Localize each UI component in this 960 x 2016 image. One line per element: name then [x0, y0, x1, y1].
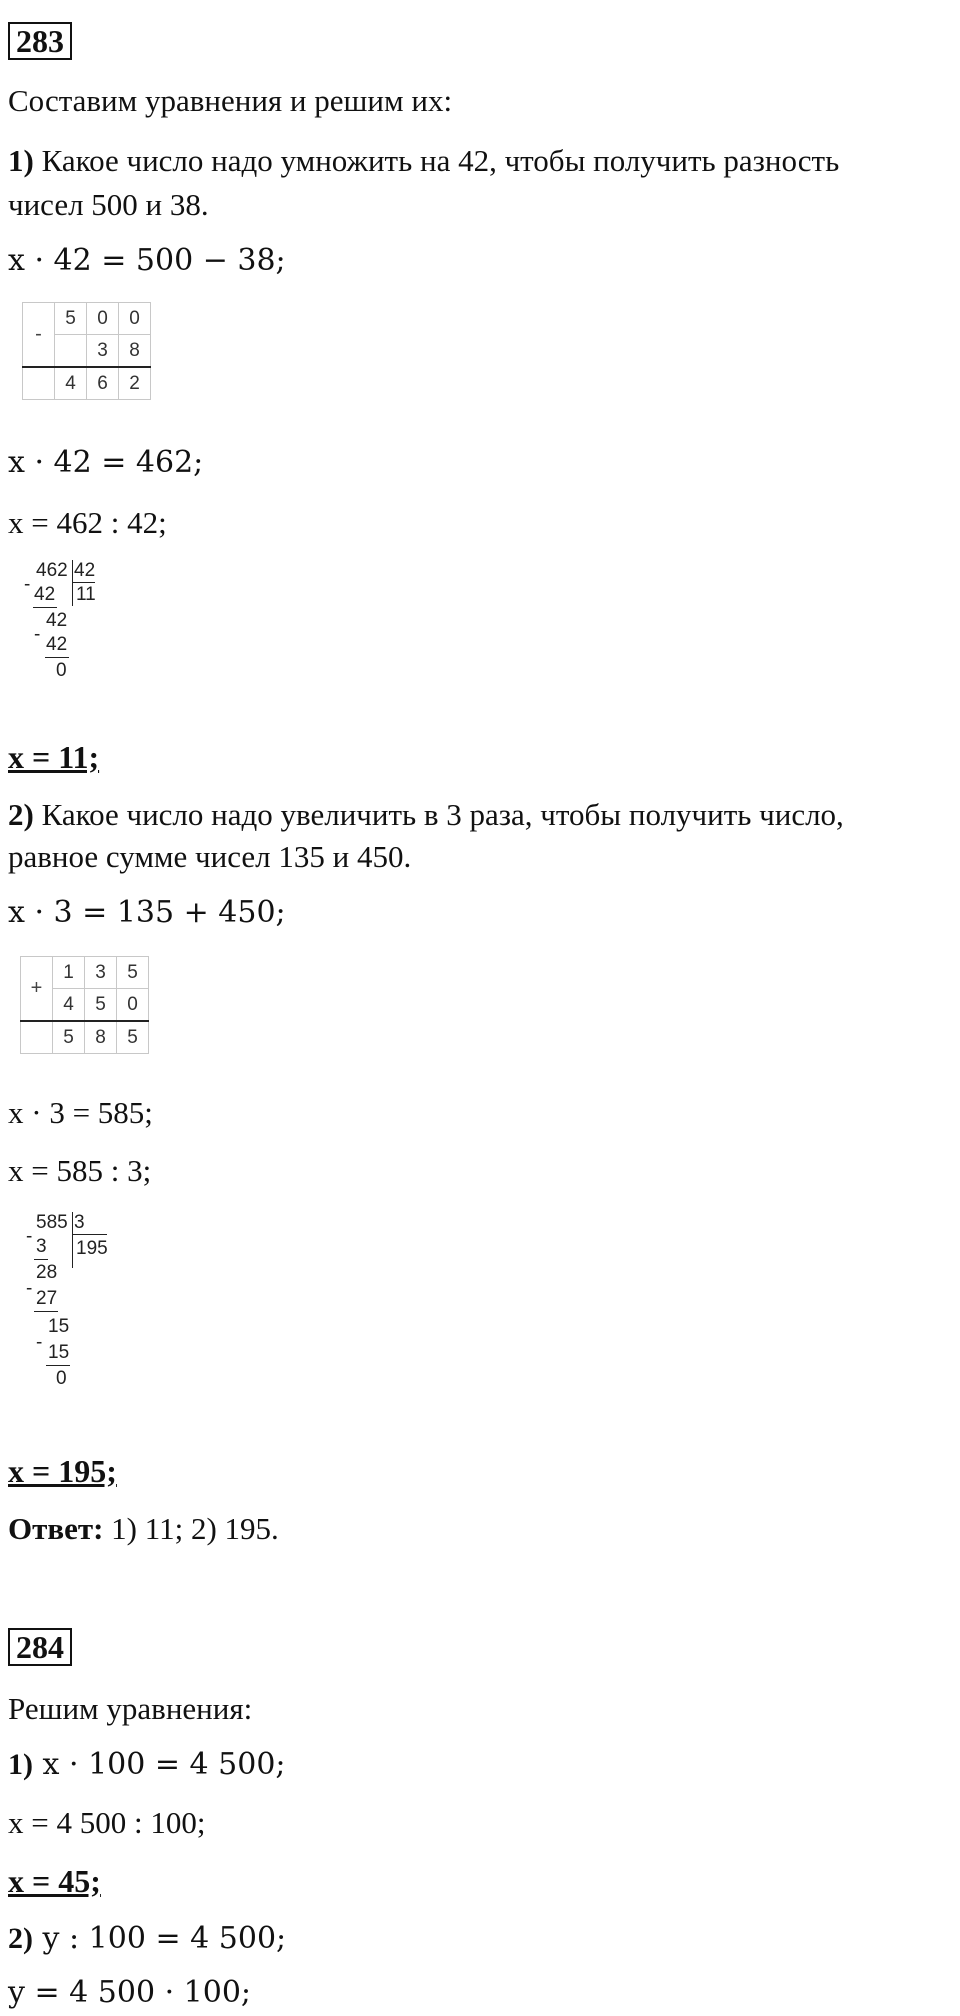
remainder-step: 15 [48, 1316, 70, 1337]
sub-result-digit: 4 [55, 367, 87, 400]
minus-sign: - [36, 1332, 43, 1353]
task-1-equation-2: x · 42 = 462; [8, 445, 204, 480]
plus-sign: + [21, 957, 53, 1022]
sub-result-digit: 2 [119, 367, 151, 400]
add-result-digit: 8 [85, 1021, 117, 1054]
subtrahend: 27 [36, 1288, 58, 1309]
add-digit: 3 [85, 957, 117, 989]
remainder-step: 42 [46, 610, 68, 631]
task-2-equation: x · 3 = 135 + 450; [8, 895, 286, 930]
add-result-digit: 5 [53, 1021, 85, 1054]
subtrahend: 42 [46, 634, 68, 655]
add-result-digit: 5 [117, 1021, 149, 1054]
final-answer [8, 1510, 279, 1548]
problem-number-284: 284 [8, 1628, 72, 1666]
minus-sign: - [23, 303, 55, 368]
problem-284-task-2-step: y = 4 500 · 100; [8, 1975, 252, 2010]
sub-result-digit: 6 [87, 367, 119, 400]
minus-sign: - [24, 574, 31, 595]
problem-number-283: 283 [8, 22, 72, 60]
dividend: 462 [36, 560, 68, 581]
task-2-question-text: Какое число надо увеличить в 3 раза, чтобы получить число, [41, 797, 844, 832]
minus-sign: - [26, 1226, 33, 1247]
sub-digit: 0 [87, 303, 119, 335]
long-division-585-by-3 [22, 1212, 142, 1416]
add-digit: 1 [53, 957, 85, 989]
add-empty-cell [21, 1021, 53, 1054]
column-subtraction [22, 302, 151, 400]
dividend: 585 [36, 1212, 68, 1233]
final-remainder: 0 [56, 660, 67, 681]
sub-digit: 5 [55, 303, 87, 335]
quotient: 195 [76, 1238, 108, 1259]
minus-sign: - [34, 624, 41, 645]
problem-284-task-1-step: x = 4 500 : 100; [8, 1805, 206, 1840]
quotient: 11 [76, 584, 96, 605]
task-1-question-text: Какое число надо умножить на 42, чтобы получить разность [41, 143, 840, 178]
minus-sign: - [26, 1278, 33, 1299]
task-1-answer: x = 11; [8, 739, 100, 775]
problem-284-task-1-equation [8, 1746, 286, 1784]
task-2-number: 2) [8, 1922, 33, 1955]
divisor: 42 [74, 560, 96, 581]
task-1-number: 1) [8, 143, 34, 178]
sub-digit: 8 [119, 335, 151, 368]
divisor: 3 [74, 1212, 85, 1233]
add-digit: 5 [85, 989, 117, 1022]
task-1-equation: x · 42 = 500 − 38; [8, 243, 286, 278]
problem-284-task-2-equation [8, 1920, 286, 1958]
task-2-answer: x = 195; [8, 1453, 117, 1489]
problem-283-intro: Составим уравнения и решим их: [8, 83, 453, 118]
task-1-equation-3: x = 462 : 42; [8, 505, 167, 540]
add-digit: 4 [53, 989, 85, 1022]
subtrahend: 15 [48, 1342, 70, 1363]
problem-284-task-1-answer: x = 45; [8, 1863, 101, 1899]
equation-text: y : 100 = 4 500; [42, 1921, 287, 1956]
task-1-question-line-2: чисел 500 и 38. [8, 187, 209, 222]
add-digit: 5 [117, 957, 149, 989]
task-1-question-line-1 [8, 142, 839, 180]
task-1-number: 1) [8, 1748, 33, 1781]
sub-empty-cell [23, 367, 55, 400]
final-remainder: 0 [56, 1368, 67, 1389]
subtrahend: 3 [36, 1236, 47, 1257]
column-addition [20, 956, 149, 1054]
task-2-question-line-2: равное сумме чисел 135 и 450. [8, 839, 412, 874]
sub-digit [55, 335, 87, 368]
task-2-equation-2: x · 3 = 585; [8, 1095, 153, 1130]
task-2-question-line-1 [8, 796, 844, 834]
problem-284-intro: Решим уравнения: [8, 1691, 253, 1726]
final-answer-text: 1) 11; 2) 195. [111, 1511, 279, 1546]
sub-digit: 3 [87, 335, 119, 368]
final-answer-label: Ответ: [8, 1511, 104, 1546]
add-digit: 0 [117, 989, 149, 1022]
task-2-number: 2) [8, 797, 34, 832]
sub-digit: 0 [119, 303, 151, 335]
subtrahend: 42 [34, 584, 56, 605]
equation-text: x · 100 = 4 500; [42, 1747, 286, 1782]
remainder-step: 28 [36, 1262, 58, 1283]
task-2-equation-3: x = 585 : 3; [8, 1153, 152, 1188]
long-division-462-by-42 [20, 560, 140, 710]
